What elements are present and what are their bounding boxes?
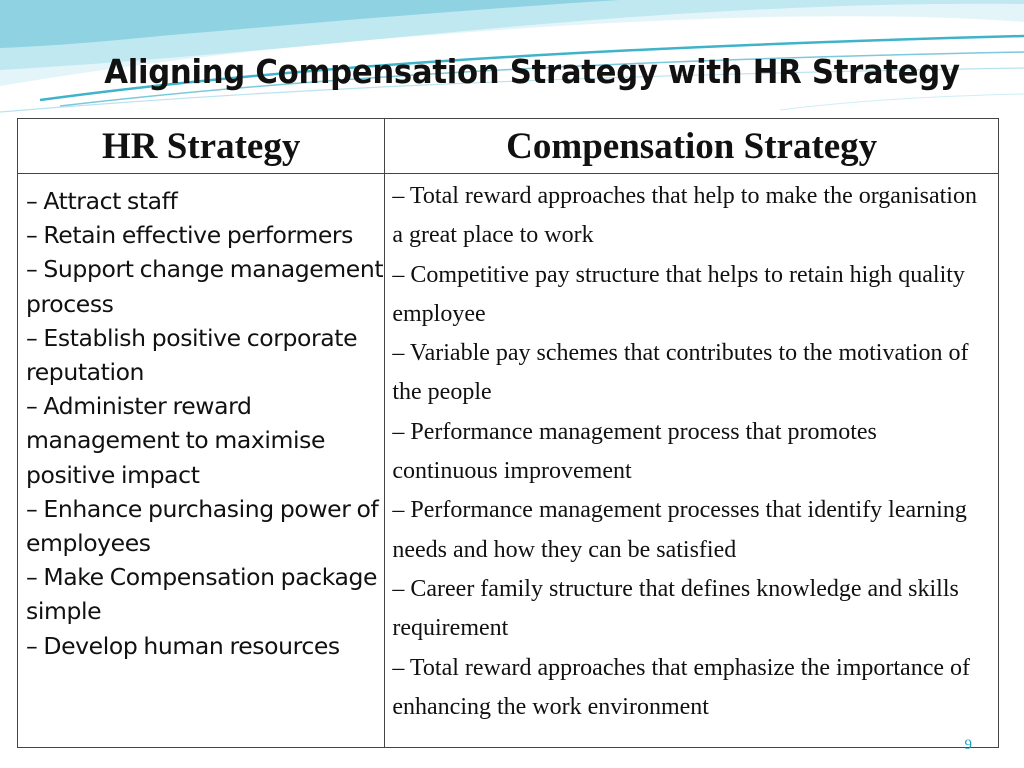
list-item: – Career family structure that defines knowledge and skills requirement xyxy=(392,575,959,642)
compensation-strategy-list xyxy=(385,175,998,727)
list-item: – Attract staff xyxy=(26,187,178,215)
list-item: – Performance management process that promotes continuous improvement xyxy=(392,418,877,485)
list-item: – Variable pay schemes that contributes to the motivation of the people xyxy=(392,340,969,406)
page-number: 9 xyxy=(964,737,972,753)
list-item: – Establish positive corporate reputation xyxy=(26,323,358,387)
list-item: – Performance management processes that identify learning needs and how they can be satisfied xyxy=(392,497,967,563)
table-header-row xyxy=(18,119,999,174)
list-item: – Make Compensation package simple xyxy=(26,563,378,626)
list-item: – Total reward approaches that emphasize the importance of enhancing the work environment xyxy=(392,654,970,720)
list-item: – Support change management process xyxy=(26,255,384,318)
list-item: – Total reward approaches that help to make the organisation a great place to work xyxy=(392,183,977,249)
list-item: – Competitive pay structure that helps to retain high quality employee xyxy=(392,261,965,327)
wave-line-4 xyxy=(780,94,1024,110)
list-item: – Administer reward management to maximise positive impact xyxy=(26,392,326,489)
list-item: – Develop human resources xyxy=(26,631,340,660)
header-compensation-strategy: Compensation Strategy xyxy=(385,119,999,174)
list-item: – Retain effective performers xyxy=(26,221,354,250)
compensation-strategy-cell xyxy=(385,174,999,748)
table-body-row xyxy=(18,174,999,748)
hr-strategy-list xyxy=(18,178,384,663)
header-hr-strategy: HR Strategy xyxy=(18,119,385,174)
slide-title: Aligning Compensation Strategy with HR Strategy xyxy=(104,52,960,91)
hr-strategy-cell xyxy=(18,174,385,748)
list-item: – Enhance purchasing power of employees xyxy=(26,494,379,558)
strategy-table xyxy=(17,118,999,748)
